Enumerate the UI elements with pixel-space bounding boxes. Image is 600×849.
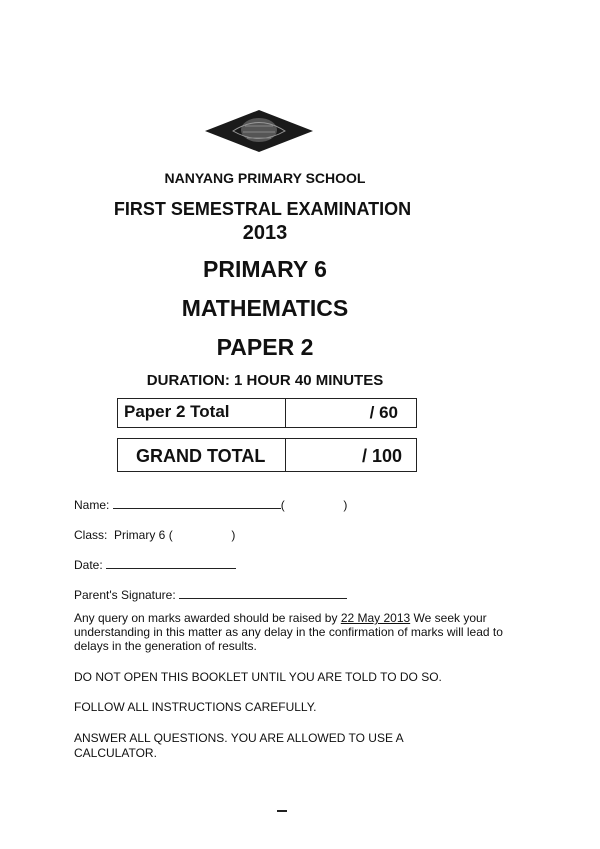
notice-deadline: 22 May 2013 xyxy=(340,611,411,625)
paper-total-value: / 60 xyxy=(369,403,398,422)
name-field xyxy=(74,498,347,512)
duration-text: DURATION: 1 HOUR 40 MINUTES xyxy=(146,372,384,389)
grand-total-row xyxy=(117,438,417,472)
class-value: Primary 6 ( xyxy=(114,528,173,542)
marks-notice xyxy=(74,611,504,653)
page-mark xyxy=(277,810,287,812)
instruction-3: ANSWER ALL QUESTIONS. YOU ARE ALLOWED TO USE A CALCULATOR. xyxy=(74,731,403,760)
name-line[interactable] xyxy=(113,508,281,509)
date-line[interactable] xyxy=(106,568,236,569)
school-name: NANYANG PRIMARY SCHOOL xyxy=(164,170,366,186)
exam-title: FIRST SEMESTRAL EXAMINATION xyxy=(113,199,412,219)
name-label: Name: xyxy=(74,498,110,512)
paper-total-row xyxy=(117,398,417,428)
grand-total-value: / 100 xyxy=(361,446,402,466)
signature-label: Parent's Signature: xyxy=(74,588,176,602)
school-logo xyxy=(203,108,315,154)
class-paren-close: ) xyxy=(231,528,236,542)
name-paren-close: ) xyxy=(343,498,348,512)
grand-total-label: GRAND TOTAL xyxy=(118,439,286,471)
name-paren-open: ( xyxy=(280,498,285,512)
notice-text-after: We seek your understanding in this matter as any delay in the confirmation of marks will lead to delays in the generation of results. xyxy=(74,611,503,653)
paper-title: PAPER 2 xyxy=(216,334,314,360)
date-label: Date: xyxy=(74,558,103,572)
instruction-1: DO NOT OPEN THIS BOOKLET UNTIL YOU ARE TOLD TO DO SO. xyxy=(74,670,442,684)
notice-text-before: Any query on marks awarded should be raised by xyxy=(74,611,341,625)
subject-title: MATHEMATICS xyxy=(181,295,349,321)
level-title: PRIMARY 6 xyxy=(203,256,327,282)
class-label: Class: xyxy=(74,528,108,542)
exam-year: 2013 xyxy=(242,222,288,244)
date-field xyxy=(74,558,236,572)
class-field xyxy=(74,528,235,542)
paper-total-label: Paper 2 Total xyxy=(118,399,286,427)
instruction-2: FOLLOW ALL INSTRUCTIONS CAREFULLY. xyxy=(74,700,317,714)
signature-field xyxy=(74,588,347,602)
signature-line[interactable] xyxy=(179,598,347,599)
